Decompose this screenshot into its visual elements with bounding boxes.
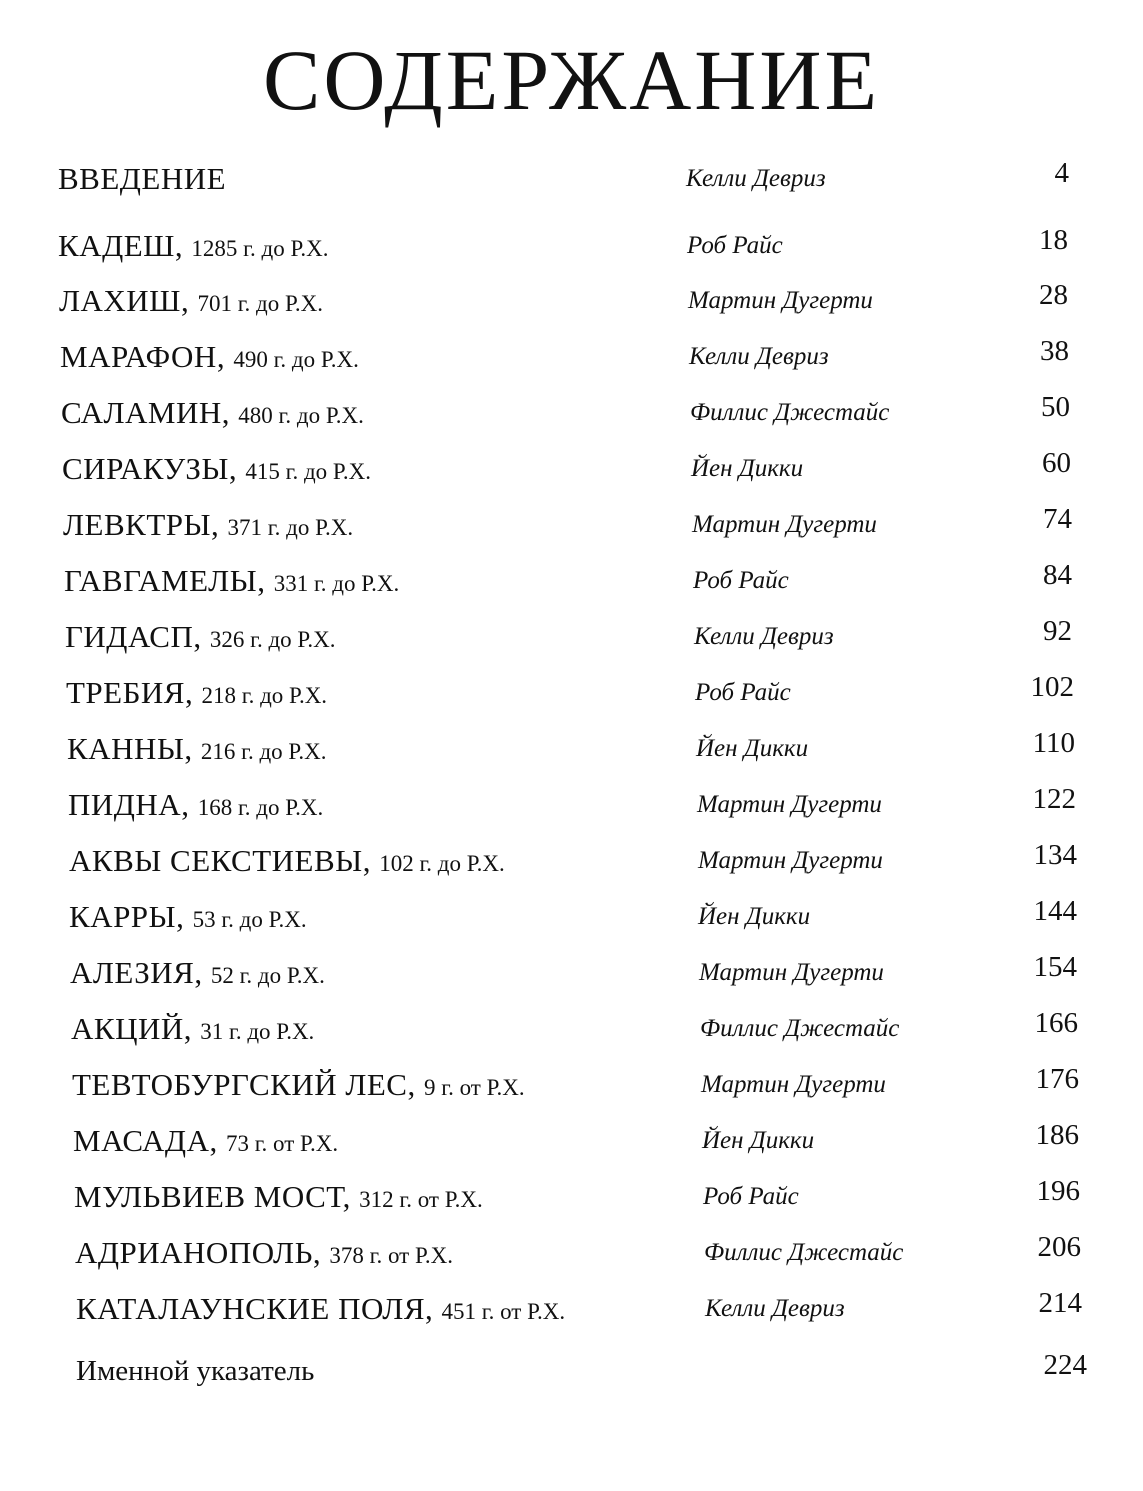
chapter-author: Мартин Дугерти <box>701 1071 886 1098</box>
separator: , <box>407 1067 424 1102</box>
page-number: 110 <box>1032 727 1075 759</box>
page-number: 196 <box>1036 1175 1080 1207</box>
toc-entry-title <box>73 1119 338 1169</box>
index-entry-title <box>76 1349 314 1398</box>
toc-entry-title <box>68 783 323 833</box>
battle-date: 490 г. до Р.Х. <box>233 347 359 372</box>
battle-name: ЛЕВКТРЫ <box>63 507 212 542</box>
toc-entry <box>0 615 1143 659</box>
page-number: 18 <box>1039 224 1068 256</box>
battle-date: 53 г. до Р.Х. <box>192 907 307 932</box>
toc-entry <box>0 1119 1143 1163</box>
toc-entry <box>0 447 1143 491</box>
toc-entry-title <box>76 1287 565 1337</box>
page-number: 74 <box>1043 503 1072 535</box>
page-number: 206 <box>1037 1231 1081 1263</box>
separator: , <box>228 451 246 486</box>
page-number: 4 <box>1054 157 1069 189</box>
separator: , <box>193 619 210 654</box>
separator: , <box>312 1235 330 1270</box>
battle-date: 73 г. от Р.Х. <box>225 1131 339 1156</box>
chapter-author: Филлис Джестайс <box>704 1239 904 1266</box>
battle-name: СИРАКУЗЫ <box>62 451 229 486</box>
toc-entry-title <box>61 391 364 441</box>
page-number: 102 <box>1030 671 1074 703</box>
chapter-author: Келли Девриз <box>686 165 826 192</box>
page-number: 154 <box>1033 951 1077 983</box>
battle-name: САЛАМИН <box>61 395 222 430</box>
separator: , <box>180 283 198 318</box>
chapter-author: Келли Девриз <box>694 623 834 650</box>
toc-entry <box>0 157 1143 201</box>
page-number: 38 <box>1040 335 1069 367</box>
toc-entry <box>0 1175 1143 1219</box>
toc-entry <box>0 951 1143 995</box>
chapter-author: Мартин Дугерти <box>698 847 883 874</box>
toc-entry-title <box>64 559 399 609</box>
chapter-author: Филлис Джестайс <box>690 399 890 426</box>
separator: , <box>176 899 193 934</box>
page-number: 186 <box>1035 1119 1079 1151</box>
battle-name: МАСАДА <box>73 1123 210 1158</box>
toc-entry <box>0 224 1143 268</box>
battle-date: 312 г. от Р.Х. <box>359 1187 483 1212</box>
battle-date: 168 г. до Р.Х. <box>197 795 324 820</box>
index-entry <box>0 1349 1143 1393</box>
battle-name: АЛЕЗИЯ <box>70 955 195 990</box>
page-number: 84 <box>1043 559 1072 591</box>
toc-entry <box>0 839 1143 883</box>
battle-date: 102 г. до Р.Х. <box>379 851 505 876</box>
toc-entry-title <box>58 224 329 274</box>
battle-date: 415 г. до Р.Х. <box>245 459 371 484</box>
toc-entry-title <box>69 895 307 945</box>
chapter-author: Роб Райс <box>687 232 783 259</box>
page-number: 166 <box>1034 1007 1078 1039</box>
battle-date: 31 г. до Р.Х. <box>200 1019 315 1044</box>
chapter-author: Мартин Дугерти <box>688 287 873 314</box>
toc-entry <box>0 895 1143 939</box>
separator: , <box>211 507 228 542</box>
battle-name: МАРАФОН <box>60 339 217 374</box>
separator: , <box>257 563 274 598</box>
battle-date: 701 г. до Р.Х. <box>197 291 324 316</box>
toc-entry <box>0 391 1143 435</box>
separator: , <box>209 1123 226 1158</box>
page-number: 122 <box>1032 783 1076 815</box>
separator: , <box>425 1291 442 1326</box>
battle-name: ЛАХИШ <box>59 283 181 318</box>
toc-entry-title <box>63 503 353 553</box>
toc-entry-title <box>69 839 505 889</box>
page-number: 28 <box>1039 279 1068 311</box>
battle-date: 1285 г. до Р.Х. <box>191 236 329 261</box>
page-number: 134 <box>1033 839 1077 871</box>
toc-entry <box>0 783 1143 827</box>
battle-date: 52 г. до Р.Х. <box>210 963 325 988</box>
battle-name: ГАВГАМЕЛЫ <box>64 563 258 598</box>
page-number: 176 <box>1035 1063 1079 1095</box>
battle-date: 331 г. до Р.Х. <box>273 571 400 596</box>
toc-entry-title <box>70 951 325 1001</box>
battle-date: 9 г. от Р.Х. <box>423 1075 525 1100</box>
battle-name: АКЦИЙ <box>71 1011 184 1046</box>
toc-entry-title <box>66 671 327 721</box>
separator: , <box>221 395 239 430</box>
page-number: 214 <box>1038 1287 1082 1319</box>
toc-entry <box>0 671 1143 715</box>
toc-entry <box>0 1063 1143 1107</box>
chapter-author: Йен Дикки <box>702 1127 815 1154</box>
battle-name: ГИДАСП <box>65 619 194 654</box>
chapter-author: Роб Райс <box>693 567 789 594</box>
chapter-author: Филлис Джестайс <box>700 1015 900 1042</box>
toc-entry-title <box>62 447 371 497</box>
chapter-author: Йен Дикки <box>691 455 804 482</box>
chapter-author: Роб Райс <box>703 1183 799 1210</box>
toc-entry <box>0 1231 1143 1275</box>
toc-entry-title <box>60 335 359 385</box>
index-entry-name: Именной указатель <box>76 1355 315 1387</box>
separator: , <box>342 1179 360 1214</box>
battle-name: МУЛЬВИЕВ МОСТ <box>74 1179 343 1214</box>
chapter-author: Келли Девриз <box>689 343 829 370</box>
page-number: 50 <box>1041 391 1070 423</box>
toc-entry <box>0 559 1143 603</box>
toc-entry-title <box>74 1175 483 1225</box>
battle-name: АКВЫ СЕКСТИЕВЫ <box>69 843 363 878</box>
toc-entry-title <box>71 1007 314 1057</box>
toc-entry <box>0 727 1143 771</box>
page-number: 144 <box>1033 895 1077 927</box>
battle-name: ТЕВТОБУРГСКИЙ ЛЕС <box>72 1067 408 1102</box>
battle-date: 371 г. до Р.Х. <box>227 515 354 540</box>
battle-date: 480 г. до Р.Х. <box>238 403 364 428</box>
page-number: 92 <box>1043 615 1072 647</box>
separator: , <box>181 787 198 822</box>
page-number: 60 <box>1042 447 1071 479</box>
battle-name: ПИДНА <box>68 787 182 822</box>
index-entry-page: 224 <box>1043 1349 1087 1381</box>
chapter-author: Роб Райс <box>695 679 791 706</box>
battle-date: 218 г. до Р.Х. <box>201 683 328 708</box>
chapter-author: Мартин Дугерти <box>697 791 882 818</box>
toc-entry <box>0 279 1143 323</box>
separator: , <box>184 675 202 710</box>
toc-entry-title <box>72 1063 525 1113</box>
chapter-author: Мартин Дугерти <box>692 511 877 538</box>
chapter-author: Йен Дикки <box>698 903 811 930</box>
toc-entry-title <box>59 279 323 329</box>
separator: , <box>183 1011 201 1046</box>
toc-entry-title <box>65 615 335 665</box>
battle-name: ТРЕБИЯ <box>66 675 185 710</box>
toc-entry <box>0 1007 1143 1051</box>
page-title: СОДЕРЖАНИЕ <box>262 32 881 128</box>
toc-entry <box>0 335 1143 379</box>
battle-date: 451 г. от Р.Х. <box>441 1299 566 1324</box>
battle-name: КАННЫ <box>67 731 185 766</box>
separator: , <box>362 843 380 878</box>
chapter-author: Келли Девриз <box>705 1295 845 1322</box>
toc-entry-title <box>58 157 226 207</box>
chapter-author: Йен Дикки <box>696 735 809 762</box>
toc-entry-title <box>67 727 326 777</box>
battle-name: АДРИАНОПОЛЬ <box>75 1235 313 1270</box>
separator: , <box>194 955 211 990</box>
battle-date: 378 г. от Р.Х. <box>329 1243 454 1268</box>
separator: , <box>184 731 201 766</box>
battle-name: ВВЕДЕНИЕ <box>58 161 227 196</box>
toc-entry <box>0 1287 1143 1331</box>
battle-date: 326 г. до Р.Х. <box>209 627 336 652</box>
battle-name: КАДЕШ <box>58 228 175 263</box>
battle-date: 216 г. до Р.Х. <box>200 739 327 764</box>
separator: , <box>216 339 234 374</box>
toc-entry <box>0 503 1143 547</box>
battle-name: КАТАЛАУНСКИЕ ПОЛЯ <box>76 1291 426 1326</box>
toc-entry-title <box>75 1231 453 1281</box>
battle-name: КАРРЫ <box>69 899 177 934</box>
chapter-author: Мартин Дугерти <box>699 959 884 986</box>
separator: , <box>174 228 192 263</box>
